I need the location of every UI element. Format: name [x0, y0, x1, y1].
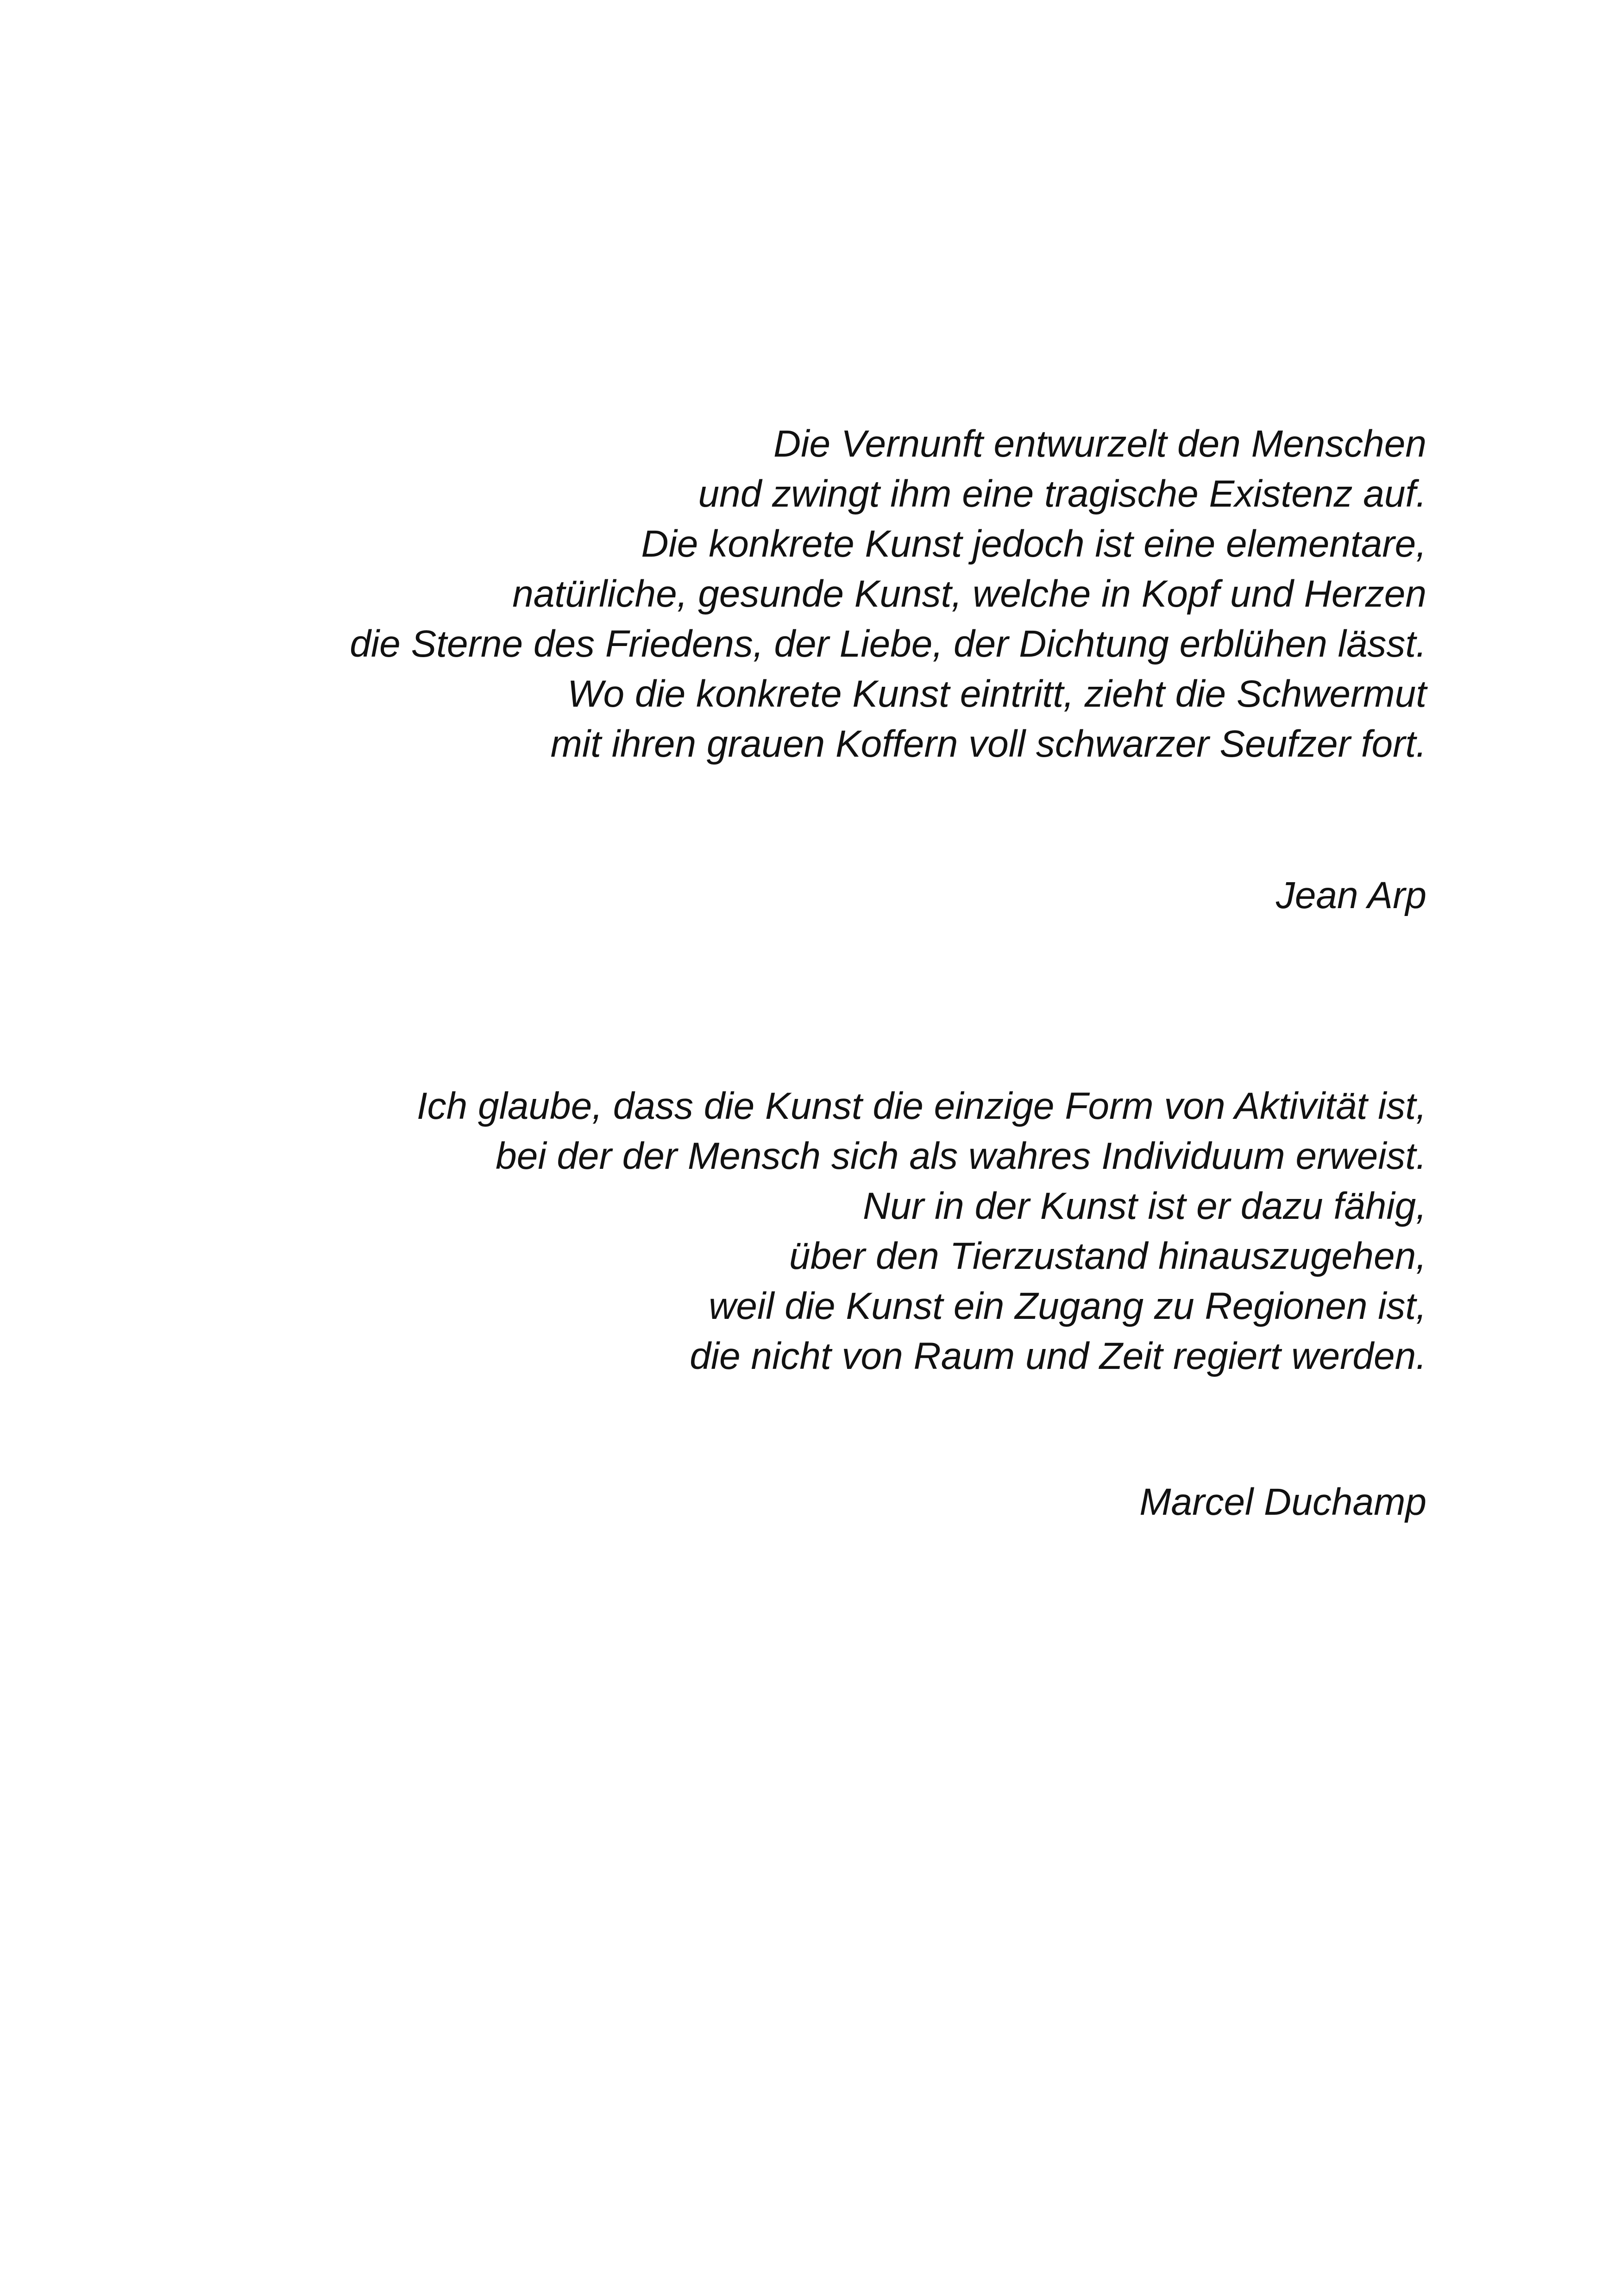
quote-line: die Sterne des Friedens, der Liebe, der Dichtung erblühen lässt. — [350, 623, 1426, 665]
quote-line: Wo die konkrete Kunst eintritt, zieht die Schwermut — [567, 673, 1426, 715]
quote-line: weil die Kunst ein Zugang zu Regionen ist, — [709, 1285, 1426, 1327]
quote-line: über den Tierzustand hinauszugehen, — [789, 1235, 1426, 1277]
quote-line: und zwingt ihm eine tragische Existenz auf. — [698, 473, 1426, 515]
quote-line: Nur in der Kunst ist er dazu fähig, — [863, 1185, 1426, 1227]
quote-line: mit ihren grauen Koffern voll schwarzer Seufzer fort. — [550, 723, 1426, 765]
quote-line: Die konkrete Kunst jedoch ist eine elementare, — [641, 523, 1426, 565]
quote-author: Marcel Duchamp — [1139, 1481, 1426, 1523]
quote-line: natürliche, gesunde Kunst, welche in Kopf und Herzen — [512, 573, 1426, 615]
quote-jean-arp — [37, 419, 1426, 769]
author-block — [37, 1477, 1426, 1527]
quote-marcel-duchamp — [37, 1081, 1426, 1381]
author-block — [37, 871, 1426, 921]
quote-line: bei der der Mensch sich als wahres Individuum erweist. — [496, 1135, 1426, 1177]
quote-author: Jean Arp — [1275, 874, 1426, 916]
quote-line: die nicht von Raum und Zeit regiert werden. — [690, 1335, 1426, 1377]
quote-line: Die Vernunft entwurzelt den Menschen — [773, 423, 1426, 465]
quote-line: Ich glaube, dass die Kunst die einzige Form von Aktivität ist, — [416, 1085, 1426, 1127]
